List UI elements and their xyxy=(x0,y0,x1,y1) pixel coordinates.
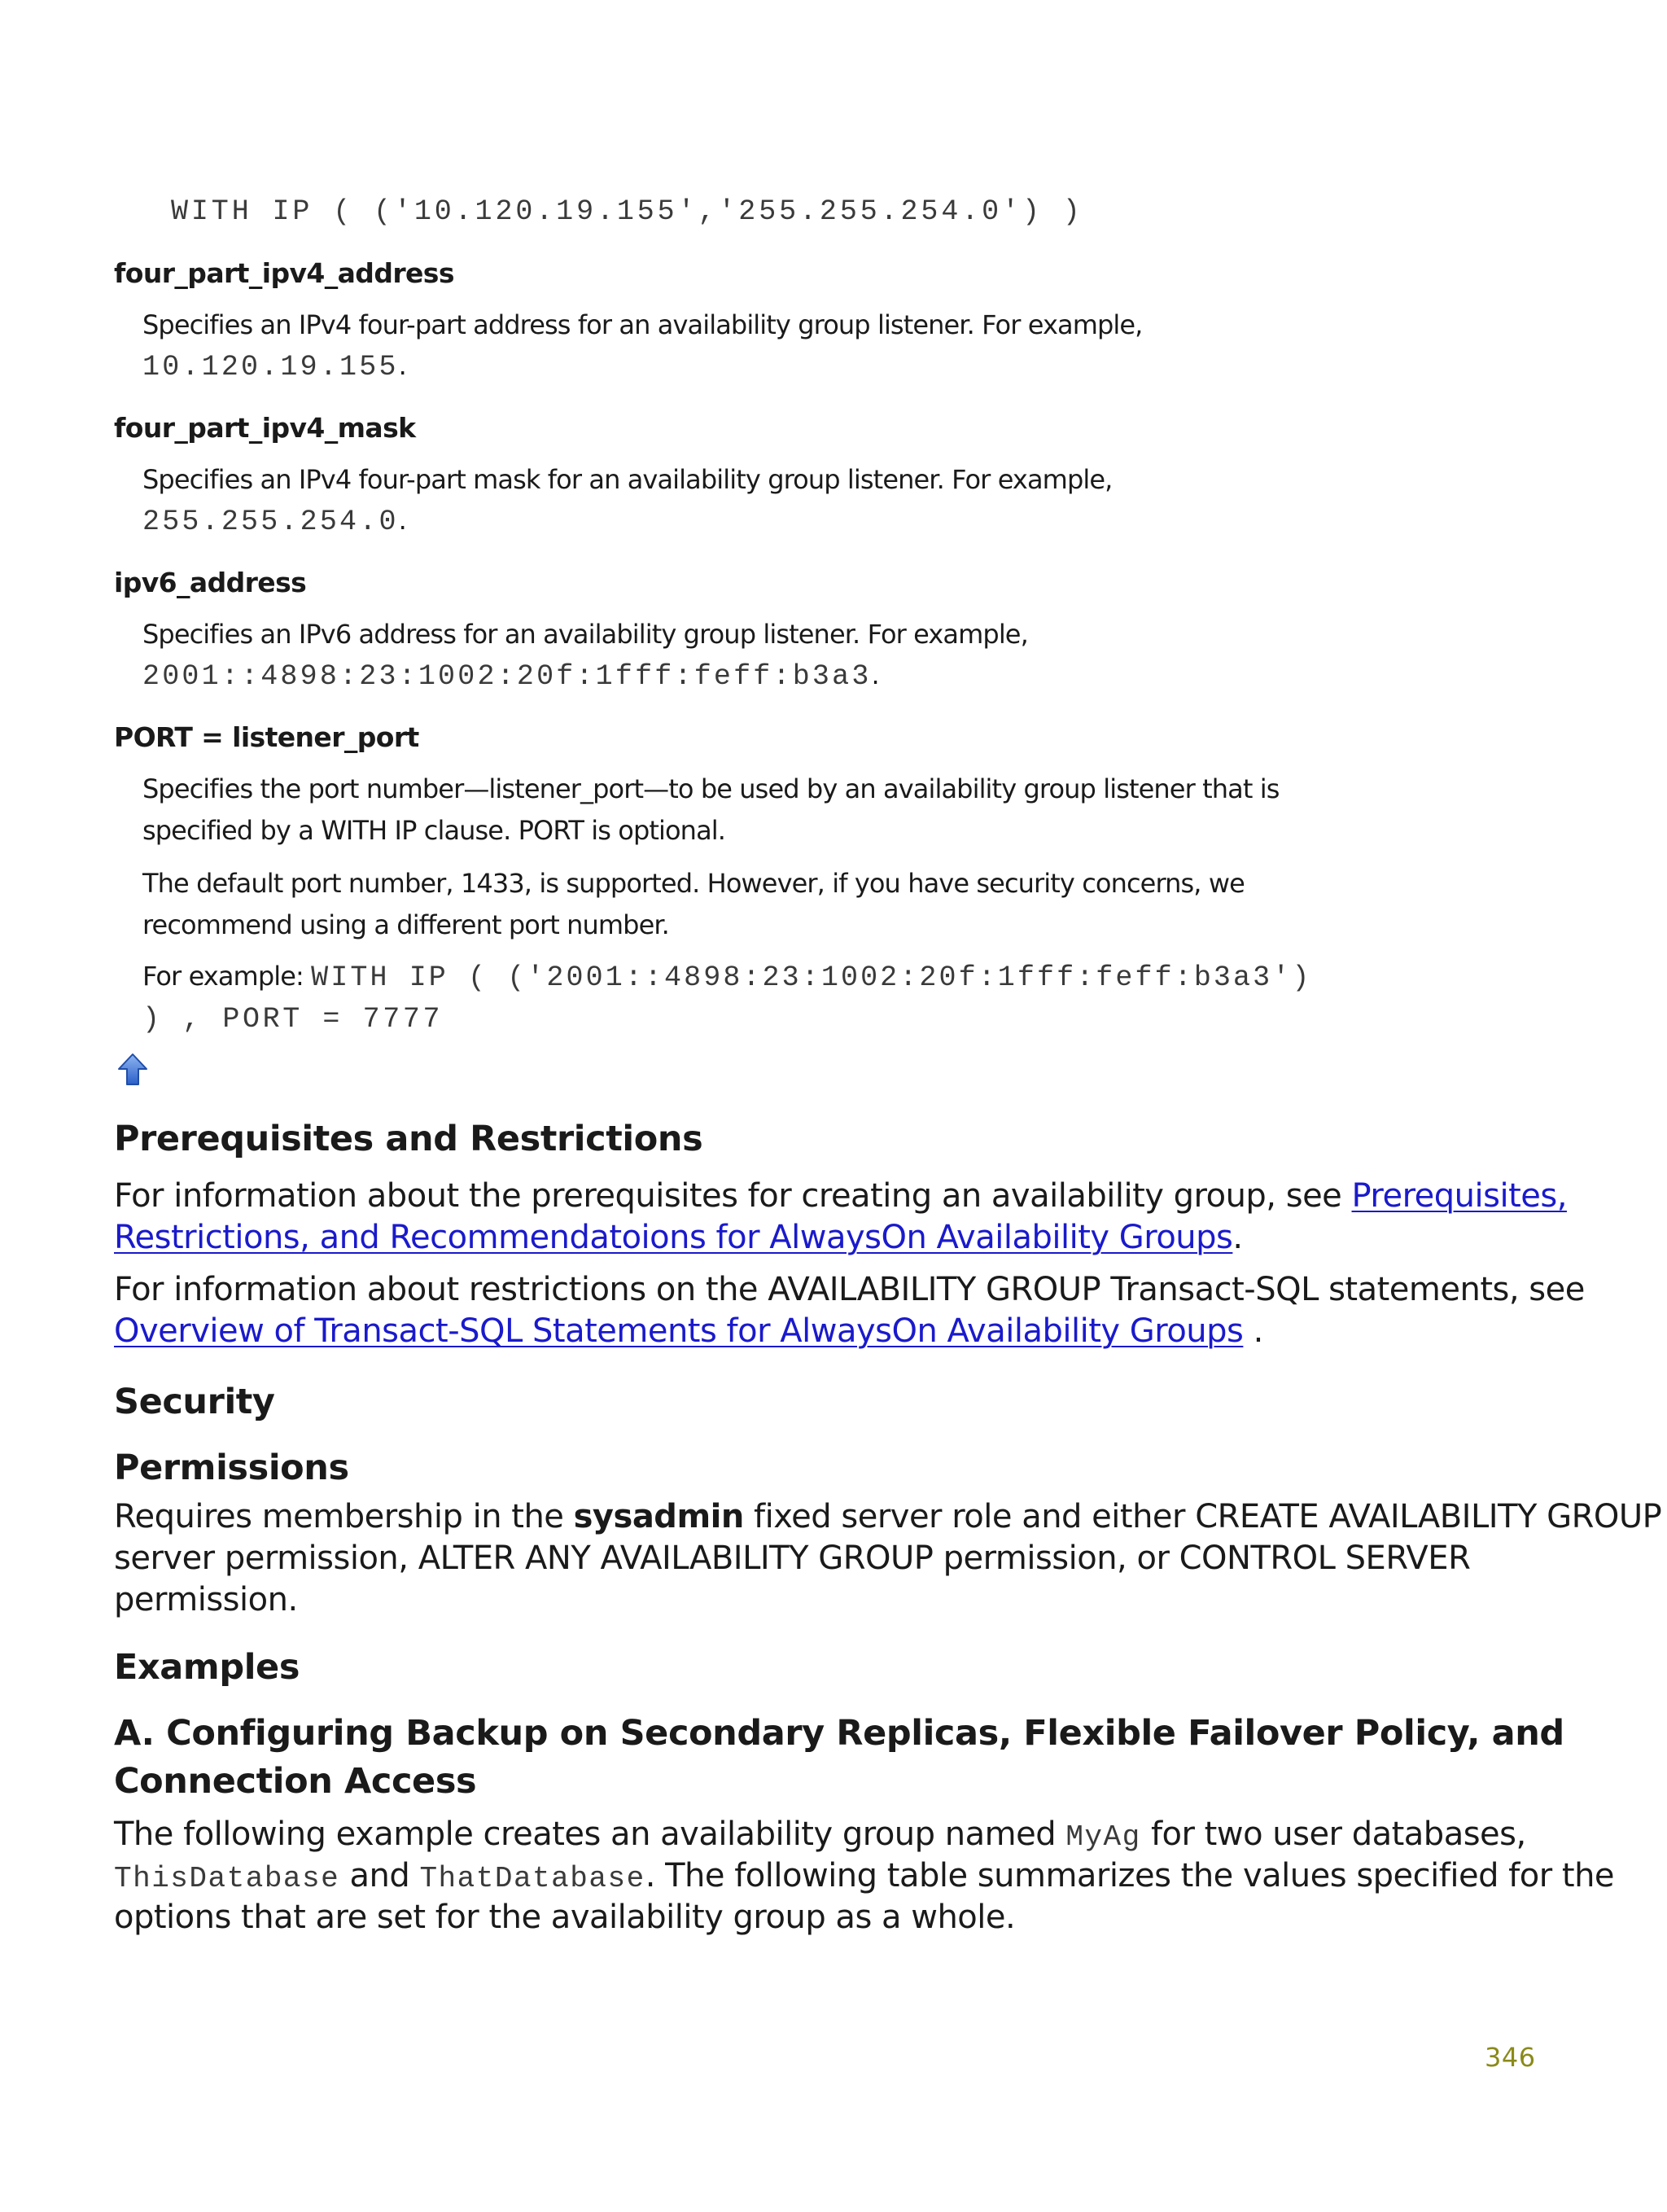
period: . xyxy=(398,350,407,381)
desc-port-line2: specified by a WITH IP clause. PORT is optional. xyxy=(142,815,726,846)
code-myag: MyAg xyxy=(1065,1820,1141,1854)
heading-permissions: Permissions xyxy=(114,1448,349,1488)
example-a-line1 xyxy=(114,1816,1526,1854)
heading-security: Security xyxy=(114,1382,275,1422)
example-text-b: for two user databases, xyxy=(1140,1816,1526,1853)
example-ipv4-address: 10.120.19.155 xyxy=(142,351,399,383)
sysadmin-role: sysadmin xyxy=(573,1498,744,1535)
example-text-c: . The following table summarizes the values specified for the xyxy=(645,1857,1615,1894)
permissions-line2: server permission, ALTER ANY AVAILABILITY GROUP permission, or CONTROL SERVER xyxy=(114,1540,1471,1577)
term-four-part-ipv4-address: four_part_ipv4_address xyxy=(114,257,454,289)
page-number: 346 xyxy=(1485,2042,1536,2073)
desc-default-line1: The default port number, 1433, is supported. However, if you have security concerns, we xyxy=(142,868,1245,899)
prereq-p1-line2 xyxy=(114,1219,1243,1256)
example-line-ipv4-mask xyxy=(142,505,407,538)
permissions-text-a: Requires membership in the xyxy=(114,1498,574,1535)
heading-examples: Examples xyxy=(114,1647,300,1688)
example-ipv4-mask: 255.255.254.0 xyxy=(142,506,399,538)
example-a-line3: options that are set for the availability group as a whole. xyxy=(114,1899,1016,1936)
permissions-text-b: fixed server role and either CREATE AVAILABILITY GROUP xyxy=(743,1498,1662,1535)
prereq-p1-text: For information about the prerequisites for creating an availability group, see xyxy=(114,1177,1352,1215)
example-label: For example: xyxy=(142,961,312,992)
example-a-heading-line2: Connection Access xyxy=(114,1761,477,1802)
term-port: PORT = listener_port xyxy=(114,721,419,753)
desc-port-line1: Specifies the port number—listener_port—to be used by an availability group listener that is xyxy=(142,773,1280,804)
example-and: and xyxy=(339,1857,420,1894)
code-with-ip: WITH IP ( ('10.120.19.155','255.255.254.0') ) xyxy=(171,195,1083,228)
prereq-p1-line1 xyxy=(114,1177,1567,1215)
link-overview-tsql[interactable]: Overview of Transact-SQL Statements for AlwaysOn Availability Groups xyxy=(114,1312,1244,1350)
desc-four-part-ipv4-address: Specifies an IPv4 four-part address for an availability group listener. For example, xyxy=(142,309,1143,340)
example-ipv6-address: 2001::4898:23:1002:20f:1fff:feff:b3a3 xyxy=(142,660,872,693)
period: . xyxy=(398,505,407,536)
heading-prerequisites: Prerequisites and Restrictions xyxy=(114,1119,703,1159)
term-four-part-ipv4-mask: four_part_ipv4_mask xyxy=(114,412,416,444)
permissions-line1 xyxy=(114,1498,1661,1535)
arrow-up-icon[interactable] xyxy=(116,1052,149,1088)
desc-ipv6-address: Specifies an IPv6 address for an availability group listener. For example, xyxy=(142,619,1028,650)
desc-four-part-ipv4-mask: Specifies an IPv4 four-part mask for an availability group listener. For example, xyxy=(142,464,1113,495)
port-example-line1 xyxy=(142,961,1311,994)
desc-default-line2: recommend using a different port number. xyxy=(142,909,669,940)
code-thisdatabase: ThisDatabase xyxy=(114,1862,340,1895)
prereq-p1-end: . xyxy=(1232,1219,1243,1256)
permissions-line3: permission. xyxy=(114,1581,298,1618)
prereq-p2-end: . xyxy=(1243,1312,1263,1350)
code-thatdatabase: ThatDatabase xyxy=(419,1862,645,1895)
example-text-a: The following example creates an availability group named xyxy=(114,1816,1066,1853)
example-line-ipv4-address xyxy=(142,350,407,383)
example-port-code2: ) , PORT = 7777 xyxy=(142,1003,444,1036)
prereq-p2-line2 xyxy=(114,1312,1263,1350)
link-prerequisites-b[interactable]: Restrictions, and Recommendatoions for AlwaysOn Availability Groups xyxy=(114,1219,1233,1256)
term-ipv6-address: ipv6_address xyxy=(114,567,307,598)
example-line-ipv6-address xyxy=(142,659,880,693)
prereq-p2-text: For information about restrictions on the AVAILABILITY GROUP Transact-SQL statements, see xyxy=(114,1271,1585,1308)
example-port-code1: WITH IP ( ('2001::4898:23:1002:20f:1fff:feff:b3a3') xyxy=(311,961,1312,994)
example-a-line2 xyxy=(114,1857,1614,1895)
period: . xyxy=(871,659,880,690)
link-prerequisites-a[interactable]: Prerequisites, xyxy=(1351,1177,1567,1215)
example-a-heading-line1: A. Configuring Backup on Secondary Replicas, Flexible Failover Policy, and xyxy=(114,1713,1564,1754)
